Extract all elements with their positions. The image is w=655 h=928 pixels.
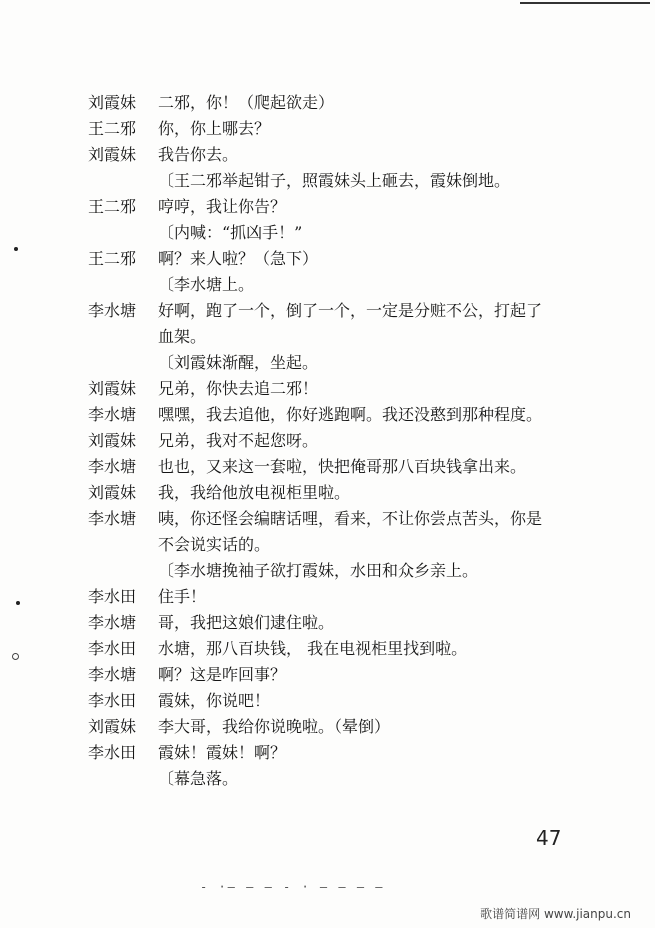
- dialogue-text: 咦，你还怪会编瞎话哩，看来，不让你尝点苦头，你是: [158, 509, 543, 528]
- dialogue-text: 霞妹！霞妹！啊？: [158, 743, 287, 762]
- top-rule: [520, 2, 650, 4]
- speaker-name: 李水塘: [88, 405, 137, 424]
- footer-marks: - ·— — — - · — — — —: [200, 880, 385, 894]
- dialogue-line: [0, 740, 655, 766]
- watermark: 歌谱简谱网 www.jianpu.cn: [480, 907, 631, 921]
- speaker-name: 李水塘: [88, 613, 137, 632]
- speaker-name: 李水塘: [88, 301, 137, 320]
- stage-direction-line: [0, 168, 655, 194]
- dialogue-text: 你，你上哪去？: [158, 119, 271, 138]
- dialogue-text: 水塘，那八百块钱， 我在电视柜里找到啦。: [158, 639, 468, 658]
- stage-direction-line: [0, 272, 655, 298]
- dialogue-line: [0, 90, 655, 116]
- dialogue-line: [0, 662, 655, 688]
- stage-direction-line: [0, 220, 655, 246]
- stage-direction-text: 〔幕急落。: [158, 769, 239, 788]
- dialogue-line: [0, 610, 655, 636]
- dialogue-line: [0, 428, 655, 454]
- stage-direction-text: 〔李水塘上。: [158, 275, 255, 294]
- stage-direction-text: 〔李水塘挽袖子欲打霞妹，水田和众乡亲上。: [158, 561, 479, 580]
- speaker-name: 刘霞妹: [88, 717, 137, 736]
- dialogue-line: [0, 142, 655, 168]
- dialogue-line: [0, 376, 655, 402]
- dialogue-text: 我告你去。: [158, 145, 239, 164]
- speaker-name: 李水田: [88, 743, 137, 762]
- dialogue-line: [0, 506, 655, 532]
- stage-direction-line: [0, 558, 655, 584]
- dialogue-line: [0, 480, 655, 506]
- page-number: 47: [536, 826, 562, 850]
- dialogue-line: [0, 714, 655, 740]
- stage-direction-line: [0, 350, 655, 376]
- stage-direction-line: [0, 532, 655, 558]
- stage-direction-text: 〔刘霞妹渐醒，坐起。: [158, 353, 319, 372]
- stage-direction-line: [0, 324, 655, 350]
- dialogue-line: [0, 116, 655, 142]
- speaker-name: 李水田: [88, 587, 137, 606]
- dialogue-line: [0, 402, 655, 428]
- dialogue-block: [0, 90, 655, 792]
- dialogue-text: 好啊，跑了一个，倒了一个，一定是分赃不公，打起了: [158, 301, 543, 320]
- stage-direction-line: [0, 766, 655, 792]
- speaker-name: 王二邪: [88, 197, 137, 216]
- dialogue-line: [0, 246, 655, 272]
- speaker-name: 李水田: [88, 691, 137, 710]
- dialogue-text: 二邪，你！（爬起欲走）: [158, 93, 335, 112]
- dialogue-text: 啊？来人啦？（急下）: [158, 249, 319, 268]
- speaker-name: 王二邪: [88, 119, 137, 138]
- speaker-name: 王二邪: [88, 249, 137, 268]
- speaker-name: 刘霞妹: [88, 93, 137, 112]
- speaker-name: 李水塘: [88, 509, 137, 528]
- speaker-name: 刘霞妹: [88, 379, 137, 398]
- speaker-name: 李水田: [88, 639, 137, 658]
- dialogue-text: 住手！: [158, 587, 207, 606]
- dialogue-text: 也也，又来这一套啦，快把俺哥那八百块钱拿出来。: [158, 457, 527, 476]
- dialogue-text: 李大哥，我给你说晚啦。（晕倒）: [158, 717, 391, 736]
- dialogue-text: 兄弟，我对不起您呀。: [158, 431, 319, 450]
- speaker-name: 刘霞妹: [88, 431, 137, 450]
- speaker-name: 刘霞妹: [88, 145, 137, 164]
- dialogue-text: 我，我给他放电视柜里啦。: [158, 483, 351, 502]
- dialogue-line: [0, 688, 655, 714]
- stage-direction-text: 〔王二邪举起钳子，照霞妹头上砸去，霞妹倒地。: [158, 171, 511, 190]
- dialogue-line: [0, 584, 655, 610]
- speaker-name: 李水塘: [88, 665, 137, 684]
- dialogue-text: 嘿嘿，我去追他，你好逃跑啊。我还没憨到那种程度。: [158, 405, 543, 424]
- dialogue-text: 霞妹，你说吧！: [158, 691, 271, 710]
- dialogue-text: 兄弟，你快去追二邪！: [158, 379, 319, 398]
- stage-direction-text: 不会说实话的。: [158, 535, 271, 554]
- stage-direction-text: 〔内喊：“抓凶手！”: [158, 223, 303, 242]
- dialogue-line: [0, 636, 655, 662]
- speaker-name: 刘霞妹: [88, 483, 137, 502]
- stage-direction-text: 血架。: [158, 327, 207, 346]
- dialogue-line: [0, 454, 655, 480]
- dialogue-line: [0, 298, 655, 324]
- speaker-name: 李水塘: [88, 457, 137, 476]
- dialogue-text: 啊？这是咋回事？: [158, 665, 287, 684]
- dialogue-text: 哥，我把这娘们逮住啦。: [158, 613, 335, 632]
- dialogue-line: [0, 194, 655, 220]
- dialogue-text: 哼哼，我让你告？: [158, 197, 287, 216]
